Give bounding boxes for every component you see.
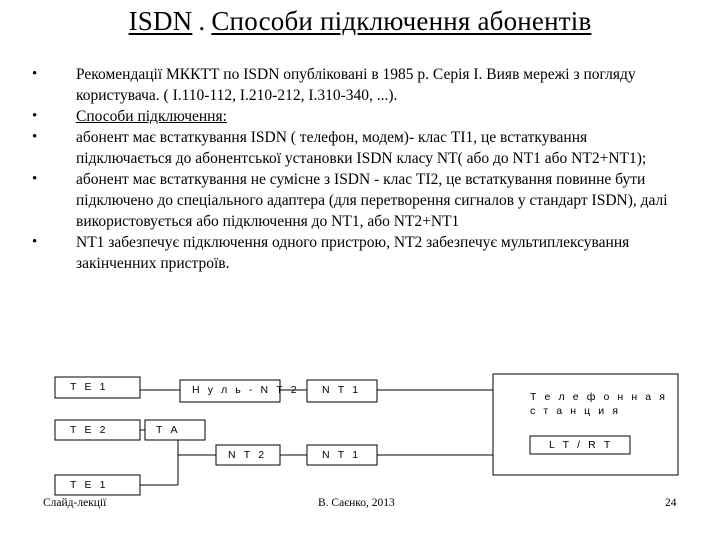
- te1-bottom-label: Т Е 1: [70, 479, 109, 491]
- title-subject: Способи підключення абонентів: [211, 6, 592, 36]
- exchange-box: [493, 374, 678, 475]
- nt1-top-label: N Т 1: [322, 384, 361, 396]
- null-nt2-label: Н у л ь - N Т 2: [192, 384, 300, 396]
- exchange-label-line2: с т а н ц и я: [530, 405, 621, 417]
- bullet-item-methods: [30, 106, 670, 127]
- title-separator: .: [198, 6, 206, 36]
- bullet-marker: •: [32, 234, 38, 250]
- bullet-marker: •: [32, 66, 38, 82]
- footer-author: В. Саєнко, 2013: [318, 497, 395, 509]
- ta-label: Т А: [156, 424, 181, 436]
- bullet-text: Способи підключення:: [76, 108, 227, 125]
- bullet-marker: •: [32, 129, 38, 145]
- title-isdn: ISDN: [128, 6, 193, 36]
- bullet-item-ti1: [30, 127, 670, 169]
- lt-rt-label: L Т / R Т: [549, 439, 613, 451]
- bullet-text: абонент має встаткування ISDN ( телефон, модем)- клас TI1, це встаткування підключається до абонентської установки ISDN класу NT( або до NT1 або NT2+NT1);: [76, 129, 647, 167]
- bullet-marker: •: [32, 171, 38, 187]
- bullet-item-nt1-nt2: [30, 232, 670, 274]
- bullet-item-recommendations: [30, 64, 670, 106]
- bullet-text: Рекомендації МККТТ по ISDN опубліковані в 1985 р. Серія I. Вияв мережі з погляду користувача. ( I.110-112, I.210-212, I.310-340, ...).: [76, 66, 636, 104]
- te1-top-label: Т Е 1: [70, 381, 109, 393]
- bullet-list: [30, 64, 670, 274]
- nt2-label: N Т 2: [228, 449, 267, 461]
- slide-title: [0, 6, 720, 37]
- bullet-item-ti2: [30, 169, 670, 232]
- nt1-bottom-label: N Т 1: [322, 449, 361, 461]
- bullet-text: NT1 забезпечує підключення одного пристрою, NT2 забезпечує мультиплексування закінченних пристроїв.: [76, 234, 630, 272]
- bullet-marker: •: [32, 108, 38, 124]
- te2-label: Т Е 2: [70, 424, 109, 436]
- footer-left: Слайд-лекції: [43, 497, 107, 509]
- exchange-label-line1: Т е л е ф о н н а я: [530, 391, 668, 403]
- page-number: 24: [665, 497, 677, 509]
- bullet-text: абонент має встаткування не сумісне з ISDN - клас TI2, це встаткування повинне бути підключено до спеціального адаптера (для перетворення сигналов у стандарт ISDN), далі використовується або підключення до NT1, або NT2+NT1: [76, 171, 668, 230]
